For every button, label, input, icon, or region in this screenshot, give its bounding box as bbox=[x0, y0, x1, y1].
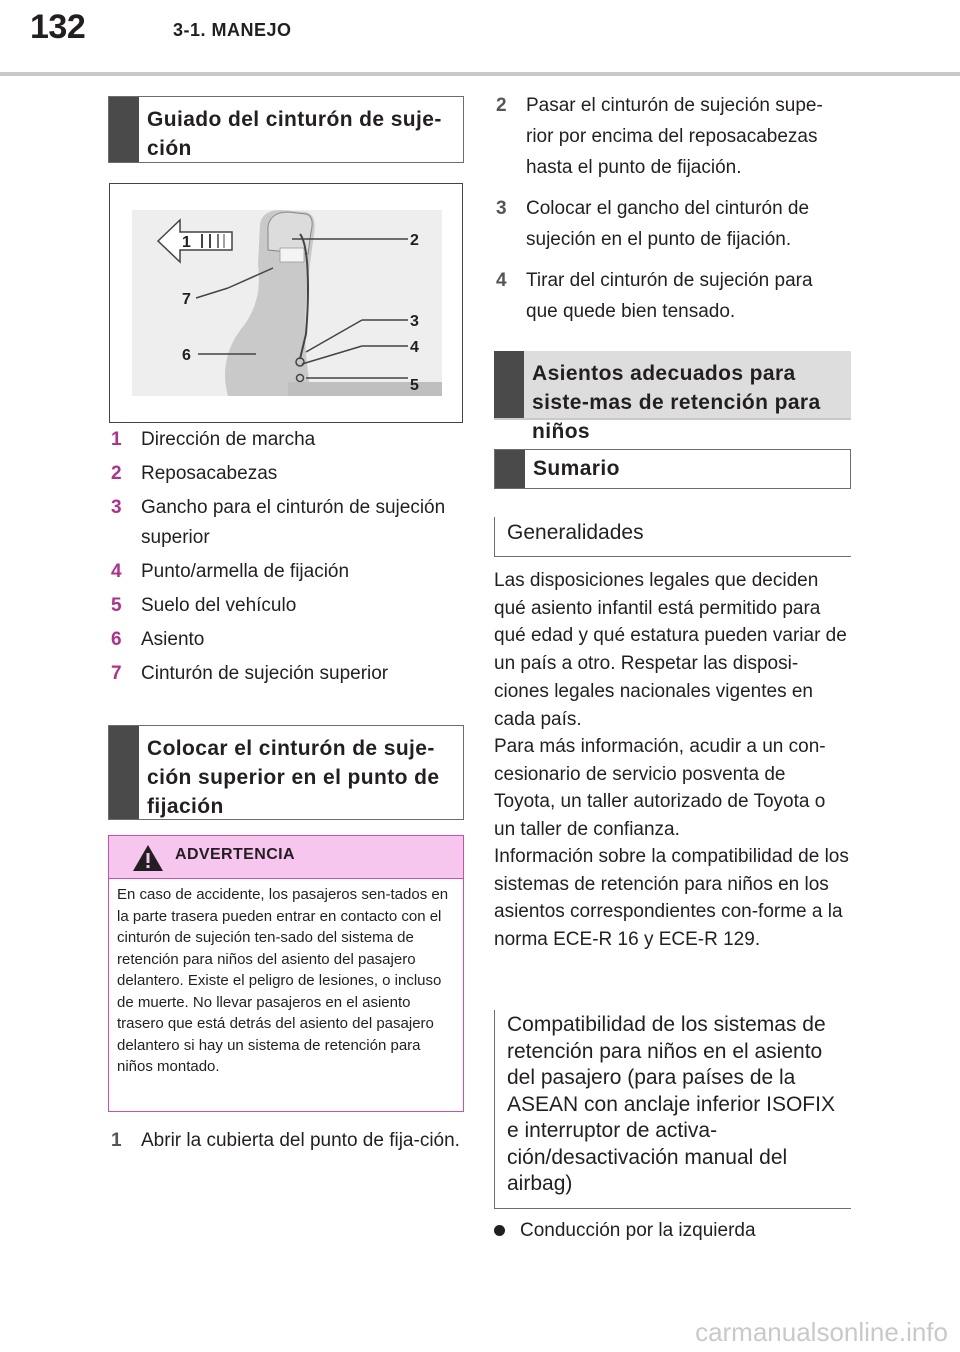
heading-bar bbox=[109, 726, 139, 819]
headrest-strap bbox=[280, 248, 304, 262]
heading-colocar bbox=[108, 725, 464, 820]
bullet-item bbox=[494, 1217, 756, 1245]
heading-text: Colocar el cinturón de suje-ción superior en el punto de fijación bbox=[147, 737, 440, 818]
subheading-generalidades: Generalidades bbox=[494, 517, 851, 557]
step-item: 1 Abrir la cubierta del punto de fija-ción. bbox=[111, 1130, 460, 1151]
callout-2: 2 bbox=[410, 232, 419, 249]
callout-7: 7 bbox=[182, 291, 191, 308]
subheading-compatibilidad: Compatibilidad de los sistemas de retención para niños en el asiento del pasajero (para países de la ASEAN con anclaje inferior ISOFIX e interruptor de activa-ción/desactivación manual del airbag) bbox=[494, 1010, 851, 1209]
callout-1: 1 bbox=[182, 234, 191, 251]
step-list-right bbox=[496, 90, 848, 327]
page-number: 132 bbox=[30, 8, 86, 46]
paragraph: Información sobre la compatibilidad de los sistemas de retención para niños en los asientos correspondientes con-forme a la norma ECE-R 16 y ECE-R 129. bbox=[494, 846, 849, 951]
callout-4: 4 bbox=[410, 339, 419, 356]
heading-asientos bbox=[494, 351, 851, 443]
heading-bar bbox=[109, 97, 139, 162]
callout-5: 5 bbox=[410, 377, 419, 394]
heading-text: Sumario bbox=[533, 457, 620, 480]
page-header bbox=[0, 0, 960, 80]
legend-item: 4 Punto/armella de fijación bbox=[111, 561, 350, 582]
step-item: 2 Pasar el cinturón de sujeción supe-rior por encima del reposacabezas hasta el punto de fijación. bbox=[496, 95, 823, 178]
header-rule bbox=[0, 72, 960, 76]
step-list-left bbox=[111, 1125, 461, 1157]
heading-guiado bbox=[108, 96, 464, 163]
warning-text: En caso de accidente, los pasajeros sen-tados en la parte trasera pueden entrar en contacto con el cinturón de sujeción ten-sado del sistema de retención para niños del asiento del pasajero delantero. Existe el peligro de lesiones, o incluso de muerte. No llevar pasajeros en el asiento trasero que está detrás del asiento del pasajero delantero si hay un sistema de retención para niños montado. bbox=[117, 886, 449, 1075]
warning-rule bbox=[109, 878, 463, 879]
callout-3: 3 bbox=[410, 313, 419, 330]
figure-legend bbox=[111, 425, 461, 689]
paragraph: Para más información, acudir a un con-cesionario de servicio posventa de Toyota, un taller autorizado de Toyota o un taller de confianza. bbox=[494, 736, 826, 841]
legend-item: 6 Asiento bbox=[111, 629, 205, 650]
legend-item: 3 Gancho para el cinturón de sujeción superior bbox=[111, 497, 446, 548]
warning-title: ADVERTENCIA bbox=[175, 846, 295, 863]
bullet-dot-icon bbox=[494, 1225, 505, 1236]
legend-item: 2 Reposacabezas bbox=[111, 463, 278, 484]
heading-sumario bbox=[494, 449, 851, 489]
heading-bar bbox=[494, 351, 524, 418]
heading-bar bbox=[495, 450, 525, 488]
paragraph: Las disposiciones legales que deciden qué asiento infantil está permitido para qué edad y qué estatura pueden variar de un país a otro. Respetar las disposi-ciones legales nacionales vigentes en cada país. bbox=[494, 570, 847, 730]
heading-text: Guiado del cinturón de suje-ción bbox=[147, 108, 442, 160]
watermark: carmanualsonline.info bbox=[695, 1317, 948, 1347]
heading-text: Asientos adecuados para siste-mas de retención para niños bbox=[532, 362, 821, 443]
section-label: 3-1. MANEJO bbox=[173, 20, 292, 40]
bullet-text: Conducción por la izquierda bbox=[520, 1220, 756, 1241]
legend-item: 7 Cinturón de sujeción superior bbox=[111, 663, 389, 684]
callout-6: 6 bbox=[182, 347, 191, 364]
warning-triangle-icon bbox=[131, 843, 165, 873]
step-item: 4 Tirar del cinturón de sujeción para que quede bien tensado. bbox=[496, 270, 813, 322]
seat-illustration bbox=[110, 184, 462, 422]
step-item: 3 Colocar el gancho del cinturón de sujeción en el punto de fijación. bbox=[496, 198, 810, 250]
warning-box bbox=[108, 835, 464, 1112]
legend-item: 5 Suelo del vehículo bbox=[111, 595, 297, 616]
legend-item: 1 Dirección de marcha bbox=[111, 429, 316, 450]
seat-belt-figure bbox=[109, 183, 463, 423]
warning-header bbox=[109, 836, 463, 878]
